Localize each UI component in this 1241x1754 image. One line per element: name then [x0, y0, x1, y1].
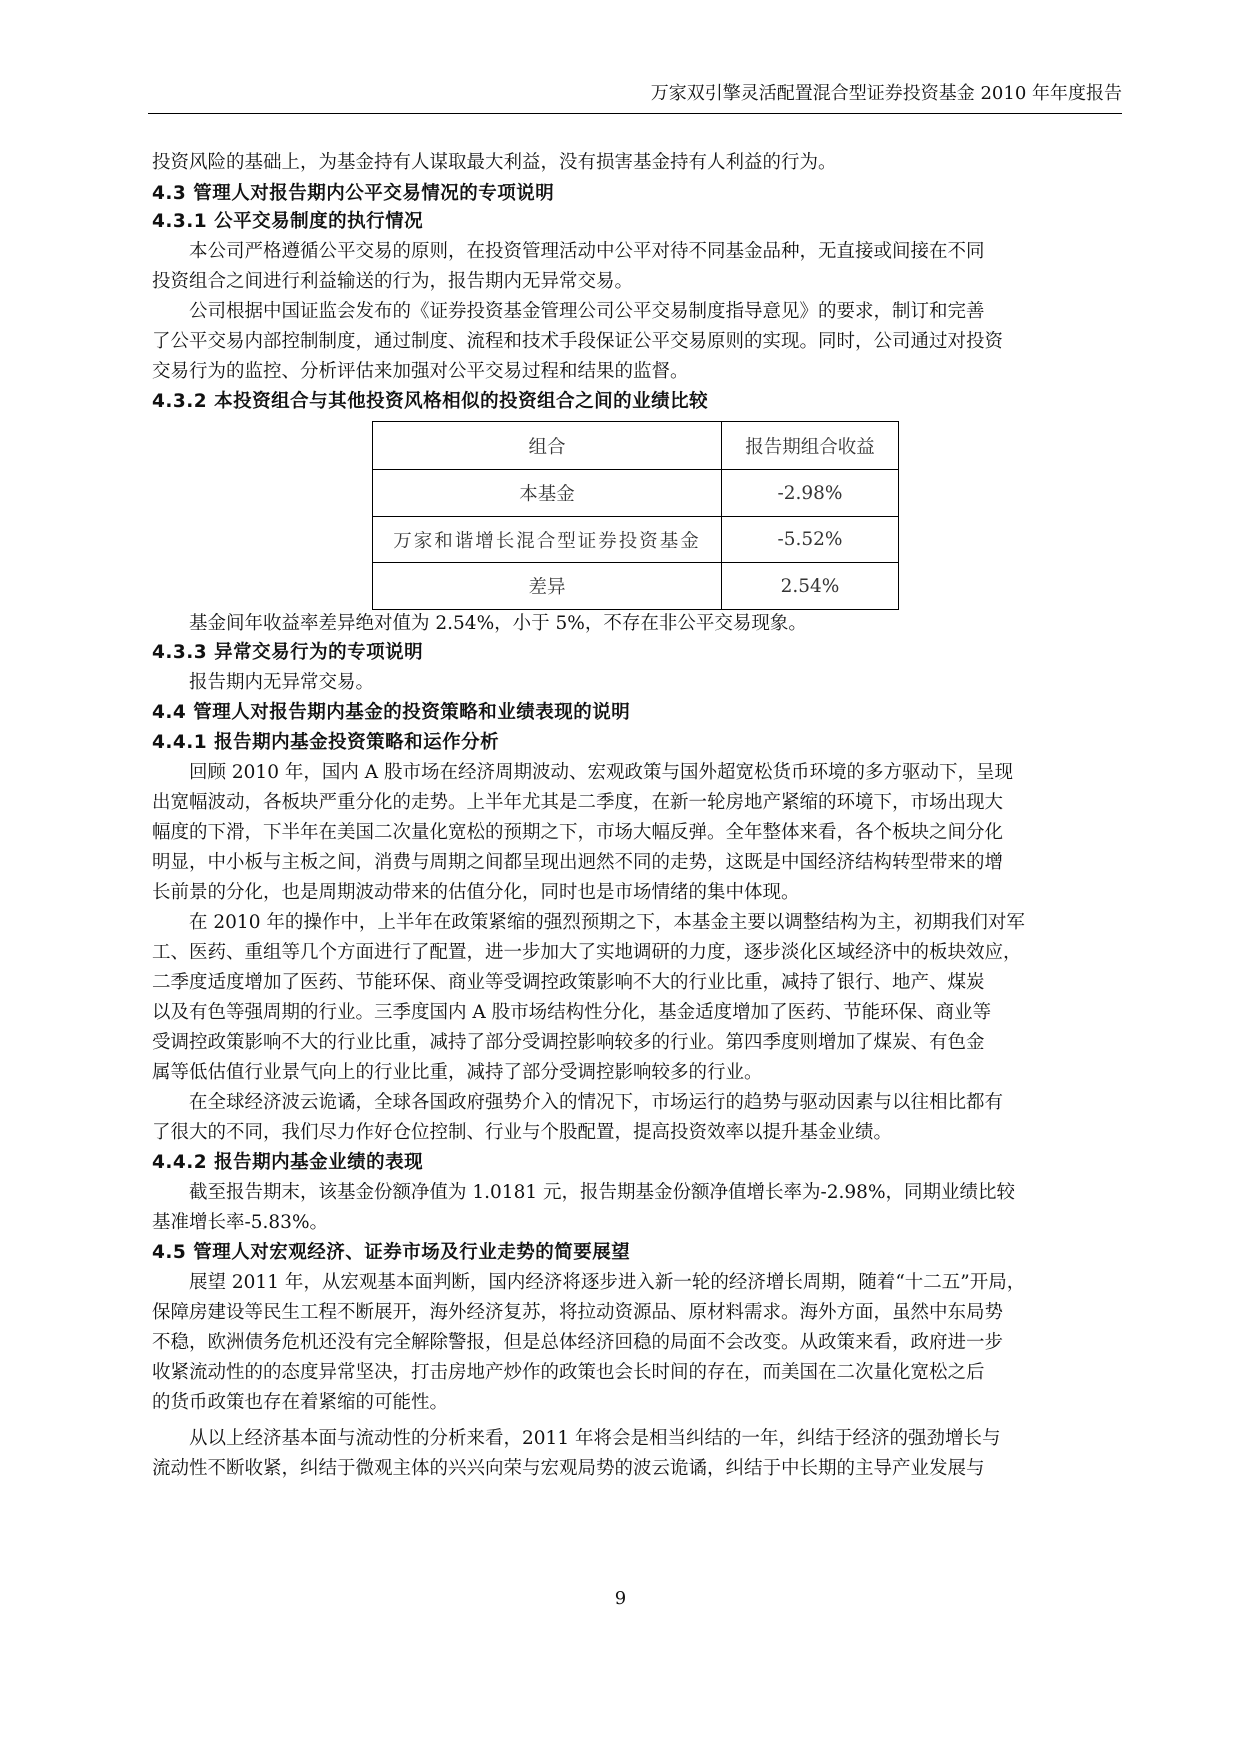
table-header-cell: 报告期组合收益 [722, 422, 899, 470]
section-heading-4-4: 4.4 管理人对报告期内基金的投资策略和业绩表现的说明 [152, 702, 631, 723]
text-line: 不稳，欧洲债务危机还没有完全解除警报，但是总体经济回稳的局面不会改变。从政策来看，政府进一步 [152, 1332, 1004, 1353]
performance-comparison-table [372, 421, 899, 610]
section-heading-4-4-1: 4.4.1 报告期内基金投资策略和运作分析 [152, 732, 500, 753]
table-row [373, 517, 899, 563]
report-header-title: 万家双引擎灵活配置混合型证券投资基金 2010 年年度报告 [650, 83, 1122, 104]
text-line: 在 2010 年的操作中，上半年在政策紧缩的强烈预期之下，本基金主要以调整结构为主，初期我们对军 [152, 912, 1025, 933]
table-cell-return: 2.54% [722, 563, 899, 610]
text-line: 基准增长率-5.83%。 [152, 1212, 329, 1233]
page-number: 9 [614, 1588, 627, 1609]
section-heading-4-3-2: 4.3.2 本投资组合与其他投资风格相似的投资组合之间的业绩比较 [152, 391, 709, 412]
text-line: 二季度适度增加了医药、节能环保、商业等受调控政策影响不大的行业比重，减持了银行、地产、煤炭 [152, 972, 985, 993]
section-heading-4-3: 4.3 管理人对报告期内公平交易情况的专项说明 [152, 183, 555, 204]
table-row [373, 470, 899, 517]
text-line: 报告期内无异常交易。 [152, 672, 375, 693]
paragraph-4-4-2 [152, 1178, 1124, 1238]
text-line: 出宽幅波动，各板块严重分化的走势。上半年尤其是二季度，在新一轮房地产紧缩的环境下，市场出现大 [152, 792, 1004, 813]
text-line: 截至报告期末，该基金份额净值为 1.0181 元，报告期基金份额净值增长率为-2.98%，同期业绩比较 [152, 1182, 1016, 1203]
table-cell-portfolio: 差异 [373, 563, 722, 610]
text-line: 在全球经济波云诡谲，全球各国政府强势介入的情况下，市场运行的趋势与驱动因素与以往相比都有 [152, 1092, 1004, 1113]
section-heading-4-3-3: 4.3.3 异常交易行为的专项说明 [152, 642, 424, 663]
table-cell-portfolio: 本基金 [373, 470, 722, 517]
text-line: 以及有色等强周期的行业。三季度国内 A 股市场结构性分化，基金适度增加了医药、节能环保、商业等 [152, 1002, 992, 1023]
text-line: 幅度的下滑，下半年在美国二次量化宽松的预期之下，市场大幅反弹。全年整体来看，各个板块之间分化 [152, 822, 1004, 843]
paragraph-4-3-2-note [152, 610, 1124, 638]
text-line: 工、医药、重组等几个方面进行了配置，进一步加大了实地调研的力度，逐步淡化区域经济中的板块效应， [152, 942, 1022, 963]
text-line: 交易行为的监控、分析评估来加强对公平交易过程和结果的监督。 [152, 361, 689, 382]
table-header-cell: 组合 [373, 422, 722, 470]
text-line: 的货币政策也存在着紧缩的可能性。 [152, 1392, 449, 1413]
text-line: 属等低估值行业景气向上的行业比重，减持了部分受调控影响较多的行业。 [152, 1062, 763, 1083]
text-line: 投资组合之间进行利益输送的行为，报告期内无异常交易。 [152, 271, 634, 292]
text-line: 了很大的不同，我们尽力作好仓位控制、行业与个股配置，提高投资效率以提升基金业绩。 [152, 1122, 893, 1143]
paragraph-4-4-1-a [152, 758, 1124, 908]
paragraph-4-3-1-a [152, 237, 1124, 297]
paragraph-4-4-1-c [152, 1088, 1124, 1148]
paragraph-4-4-1-b [152, 908, 1124, 1088]
text-line: 流动性不断收紧，纠结于微观主体的兴兴向荣与宏观局势的波云诡谲，纠结于中长期的主导产业发展与 [152, 1458, 985, 1479]
text-line: 收紧流动性的的态度异常坚决，打击房地产炒作的政策也会长时间的存在，而美国在二次量化宽松之后 [152, 1362, 985, 1383]
text-line: 从以上经济基本面与流动性的分析来看，2011 年将会是相当纠结的一年，纠结于经济的强劲增长与 [152, 1428, 1001, 1449]
text-line: 基金间年收益率差异绝对值为 2.54%，小于 5%，不存在非公平交易现象。 [152, 613, 807, 634]
header-divider [148, 113, 1122, 114]
text-line: 投资风险的基础上，为基金持有人谋取最大利益，没有损害基金持有人利益的行为。 [152, 152, 837, 173]
table-cell-return: -2.98% [722, 470, 899, 517]
text-line: 公司根据中国证监会发布的《证券投资基金管理公司公平交易制度指导意见》的要求，制订和完善 [152, 301, 985, 322]
paragraph-intro [152, 151, 1124, 175]
table-row [373, 563, 899, 610]
section-heading-4-3-1: 4.3.1 公平交易制度的执行情况 [152, 211, 424, 232]
text-line: 明显，中小板与主板之间，消费与周期之间都呈现出迥然不同的走势，这既是中国经济结构转型带来的增 [152, 852, 1004, 873]
text-line: 长前景的分化，也是周期波动带来的估值分化，同时也是市场情绪的集中体现。 [152, 882, 800, 903]
text-line: 展望 2011 年，从宏观基本面判断，国内经济将逐步进入新一轮的经济增长周期，随着“十二五”开局， [152, 1272, 1026, 1293]
text-line: 本公司严格遵循公平交易的原则，在投资管理活动中公平对待不同基金品种，无直接或间接在不同 [152, 241, 985, 262]
table-cell-portfolio: 万家和谐增长混合型证券投资基金 [373, 517, 722, 563]
text-line: 了公平交易内部控制制度，通过制度、流程和技术手段保证公平交易原则的实现。同时，公司通过对投资 [152, 331, 1004, 352]
text-line: 受调控政策影响不大的行业比重，减持了部分受调控影响较多的行业。第四季度则增加了煤炭、有色金 [152, 1032, 985, 1053]
paragraph-4-5-b [152, 1424, 1124, 1484]
paragraph-4-3-1-b [152, 297, 1124, 387]
text-line: 保障房建设等民生工程不断展开，海外经济复苏，将拉动资源品、原材料需求。海外方面，虽然中东局势 [152, 1302, 1004, 1323]
table-header-row [373, 422, 899, 470]
text-line: 回顾 2010 年，国内 A 股市场在经济周期波动、宏观政策与国外超宽松货币环境的多方驱动下，呈现 [152, 762, 1013, 783]
paragraph-4-5-a [152, 1268, 1124, 1418]
section-heading-4-5: 4.5 管理人对宏观经济、证券市场及行业走势的简要展望 [152, 1242, 631, 1263]
section-heading-4-4-2: 4.4.2 报告期内基金业绩的表现 [152, 1152, 424, 1173]
table-cell-return: -5.52% [722, 517, 899, 563]
paragraph-4-3-3 [152, 668, 1124, 698]
report-body [152, 151, 1124, 1484]
